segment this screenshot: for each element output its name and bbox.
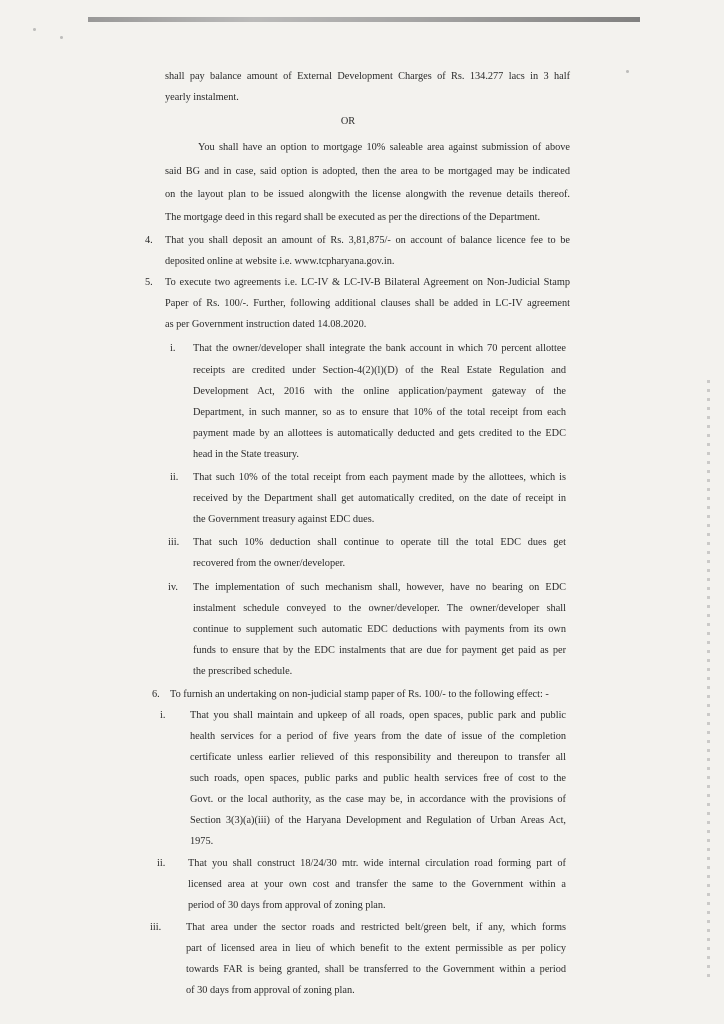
item-5-i-line: That the owner/developer shall integrate the bank account in which 70 percent allottee [193,343,566,354]
item-6-i-line: certificate unless earlier relieved of this responsibility and thereupon to transfer all [190,752,566,763]
item-5-i-line: receipts are credited under Section-4(2)(l)(D) of the Real Estate Regulation and [193,365,566,376]
item-5-iv-line: the prescribed schedule. [193,666,293,677]
item-6-iii-line: That area under the sector roads and restricted belt/green belt, if any, which forms [186,922,566,933]
item-6-i-line: That you shall maintain and upkeep of all roads, open spaces, public park and public [190,710,566,721]
item-5-iv-line: funds to ensure that by the EDC instalments that are due for payment get paid as per [193,645,566,656]
item-5-i-line: payment made by an allottees is automatically deducted and gets credited to the EDC [193,428,566,439]
option-line-1: You shall have an option to mortgage 10% saleable area against submission of above [198,142,570,153]
item-6-i-line: health services for a period of five years from the date of issue of the completion [190,731,566,742]
item-6-ii-line: period of 30 days from approval of zoning plan. [188,900,386,911]
item-5-iii-number: iii. [168,537,180,548]
item-6-i-line: Govt. or the local authority, as the case may be, in accordance with the provisions of [190,794,566,805]
edc-line-1: shall pay balance amount of External Development Charges of Rs. 134.277 lacs in 3 half [165,71,570,82]
item-4-line-2: deposited online at website i.e. www.tcpharyana.gov.in. [165,256,395,267]
item-5-iv-line: The implementation of such mechanism shall, however, have no bearing on EDC [193,582,566,593]
item-6-line-1: To furnish an undertaking on non-judicial stamp paper of Rs. 100/- to the following effect: - [170,689,549,700]
item-5-ii-line: the Government treasury against EDC dues. [193,514,375,525]
item-5-ii-line: received by the Department shall get automatically credited, on the date of receipt in [193,493,566,504]
item-5-ii-line: That such 10% of the total receipt from each payment made by the allottees, which is [193,472,566,483]
item-6-i-line: Section 3(3)(a)(iii) of the Haryana Development and Regulation of Urban Areas Act, [190,815,566,826]
item-5-i-line: Development Act, 2016 with the online application/payment gateway of the [193,386,566,397]
item-5-line-1: To execute two agreements i.e. LC-IV & LC-IV-B Bilateral Agreement on Non-Judicial Stamp [165,277,570,288]
edc-line-2: yearly instalment. [165,92,239,103]
item-6-iii-number: iii. [150,922,162,933]
item-5-i-line: Department, in such manner, so as to ensure that 10% of the total receipt from each [193,407,566,418]
item-6-i-line: 1975. [190,836,214,847]
option-line-4: The mortgage deed in this regard shall be executed as per the directions of the Department. [165,212,541,223]
item-5-number: 5. [145,277,153,288]
item-6-ii-number: ii. [157,858,166,869]
item-5-i-number: i. [170,343,176,354]
item-6-i-line: such roads, open spaces, public parks and public health services free of cost to the [190,773,566,784]
item-6-iii-line: towards FAR is being granted, shall be transferred to the Government within a period [186,964,566,975]
item-5-iii-line: That such 10% deduction shall continue to operate till the total EDC dues get [193,537,566,548]
item-5-iii-line: recovered from the owner/developer. [193,558,346,569]
item-5-i-line: head in the State treasury. [193,449,299,460]
item-5-iv-number: iv. [168,582,178,593]
item-6-ii-line: licensed area at your own cost and transfer the same to the Government within a [188,879,566,890]
or-separator: OR [340,116,356,127]
item-5-ii-number: ii. [170,472,179,483]
item-5-line-2: Paper of Rs. 100/-. Further, following additional clauses shall be added in LC-IV agreement [165,298,570,309]
item-5-line-3: as per Government instruction dated 14.08.2020. [165,319,367,330]
item-6-number: 6. [152,689,160,700]
item-4-line-1: That you shall deposit an amount of Rs. 3,81,875/- on account of balance licence fee to be [165,235,570,246]
option-line-3: on the layout plan to be issued alongwith the license alongwith the revenue details thereof. [165,189,570,200]
item-6-i-number: i. [160,710,166,721]
item-5-iv-line: continue to supplement such automatic EDC deductions with payments from its own [193,624,566,635]
item-6-iii-line: part of licensed area in lieu of which benefit to the extent permissible as per policy [186,943,566,954]
item-6-iii-line: of 30 days from approval of zoning plan. [186,985,355,996]
option-line-2: said BG and in case, said option is adopted, then the area to be mortgaged may be indicated [165,166,570,177]
item-5-iv-line: instalment schedule conveyed to the owner/developer. The owner/developer shall [193,603,566,614]
item-4-number: 4. [145,235,153,246]
item-6-ii-line: That you shall construct 18/24/30 mtr. wide internal circulation road forming part of [188,858,566,869]
